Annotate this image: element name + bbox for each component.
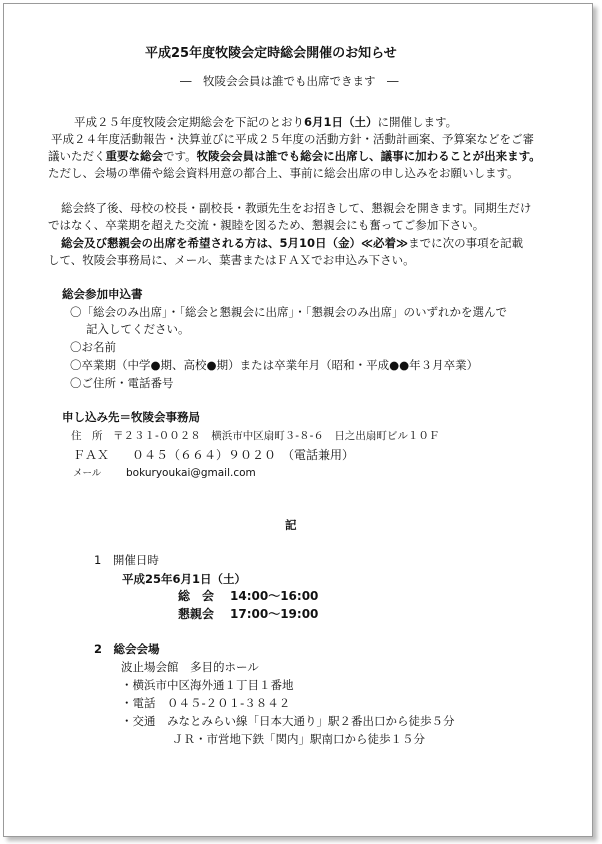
application-item-1: 〇「総会のみ出席」・「総会と懇親会に出席」・「懇親会のみ出席」のいずれかを選んで <box>70 305 507 319</box>
venue-name: 波止場会館 多目的ホール <box>121 660 259 674</box>
document-page <box>3 3 593 837</box>
office-heading: 申し込み先＝牧陵会事務局 <box>62 410 200 424</box>
intro-text: です。 <box>163 149 197 163</box>
schedule-heading: 1 開催日時 <box>94 553 159 567</box>
social-line-2: ではなく、卒業期を超えた交流・親睦を図るため、懇親会にも奮ってご参加下さい。 <box>48 218 485 232</box>
intro-line-1 <box>74 115 457 129</box>
social-text: までに次の事項を記載 <box>408 236 524 250</box>
page-subtitle: ― 牧陵会会員は誰でも出席できます ― <box>180 74 399 88</box>
application-heading: 総会参加申込書 <box>62 287 143 301</box>
social-line-3 <box>61 236 523 250</box>
intro-text: 議いただく <box>48 149 106 163</box>
deadline-text: 総会及び懇親会の出席を希望される方は、5月10日（金）≪必着≫ <box>61 236 409 250</box>
application-item-2: 〇お名前 <box>70 340 116 354</box>
application-item-4: 〇ご住所・電話番号 <box>70 376 174 390</box>
fax-label: ＦＡＸ <box>73 448 110 462</box>
social-line-4: して、牧陵会事務局に、メール、葉書またはＦＡＸでお申込み下さい。 <box>48 253 415 267</box>
venue-heading: 2 総会会場 <box>94 642 160 656</box>
intro-line-3 <box>48 149 541 163</box>
intro-text: 平成２５年度牧陵会定期総会を下記のとおり <box>74 115 304 129</box>
schedule-date: 平成25年6月1日（土） <box>122 572 247 586</box>
important-note: 重要な総会 <box>105 149 163 163</box>
application-item-3: 〇卒業期（中学●期、高校●期）または卒業年月（昭和・平成●●年３月卒業） <box>70 358 479 372</box>
application-item-1-cont: 記入してください。 <box>86 322 190 336</box>
venue-access-2: ＪＲ・市営地下鉄「関内」駅南口から徒歩１５分 <box>172 732 425 746</box>
mail-address: bokuryoukai@gmail.com <box>126 467 256 479</box>
intro-text: に開催します。 <box>377 115 458 129</box>
page-title: 平成25年度牧陵会定時総会開催のお知らせ <box>145 46 397 61</box>
ki-heading: 記 <box>285 518 297 532</box>
meeting-time: 14:00～16:00 <box>230 589 319 603</box>
fax-number: ０４５（６６４）９０２０ （電話兼用） <box>132 448 355 462</box>
party-label: 懇親会 <box>178 607 215 621</box>
mail-label: メール <box>73 468 102 479</box>
party-time: 17:00～19:00 <box>230 607 319 621</box>
venue-phone: ・電話 ０４５-２０１-３８４２ <box>121 696 291 710</box>
meeting-label: 総 会 <box>178 589 215 603</box>
venue-access-1: ・交通 みなとみらい線「日本大通り」駅２番出口から徒歩５分 <box>121 714 455 728</box>
social-line-1: 総会終了後、母校の校長・副校長・教頭先生をお招きして、懇親会を開きます。同期生だけ <box>61 201 532 215</box>
office-address: 住 所 〒２３１-００２８ 横浜市中区扇町３-８-６ 日之出扇町ビル１０Ｆ <box>71 430 440 442</box>
intro-line-4: ただし、会場の準備や総会資料用意の都合上、事前に総会出席の申し込みをお願いします。 <box>48 166 519 180</box>
venue-address: ・横浜市中区海外通１丁目１番地 <box>121 678 294 692</box>
members-note: 牧陵会会員は誰でも総会に出席し、議事に加わることが出来ます。 <box>196 149 541 163</box>
intro-line-2: 平成２４年度活動報告・決算並びに平成２５年度の活動方針・活動計画案、予算案などをご審 <box>51 132 534 146</box>
meeting-date: 6月1日（土） <box>304 115 378 129</box>
